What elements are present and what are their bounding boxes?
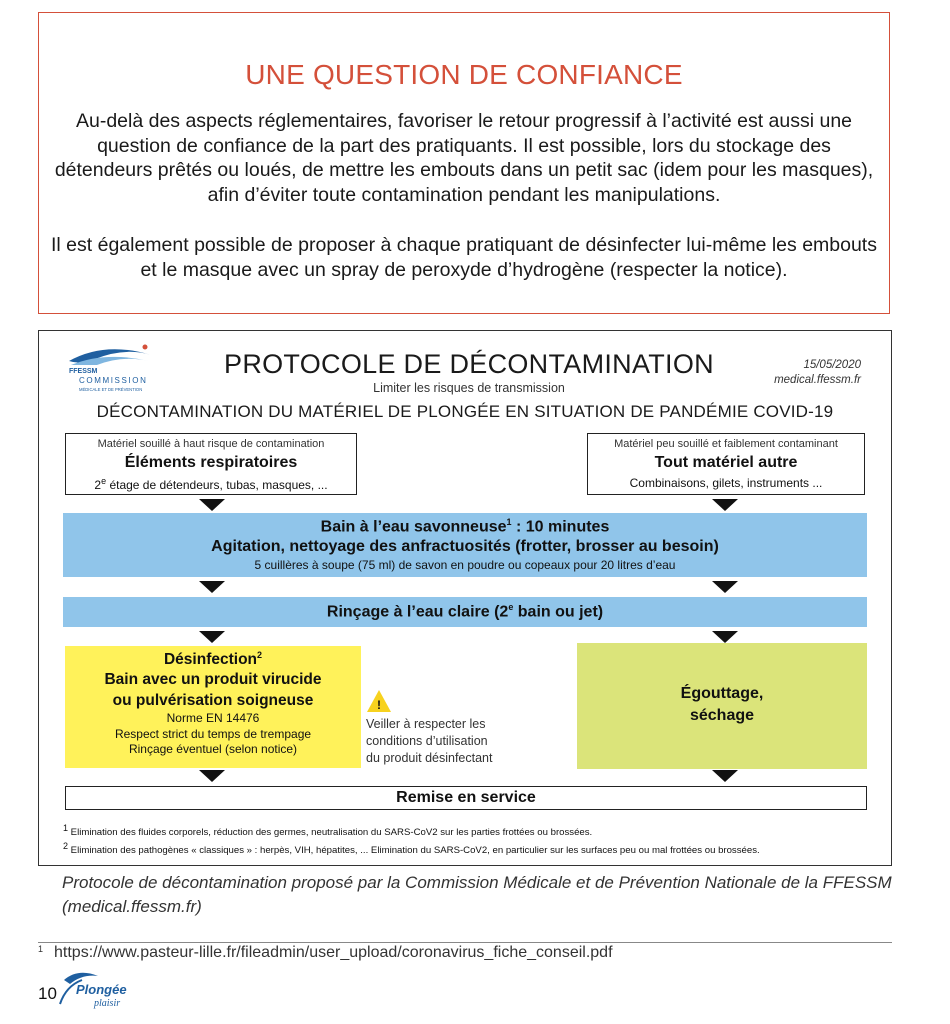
soap-bath-dosage: 5 cuillères à soupe (75 ml) de savon en poudre ou copeaux pour 20 litres d’eau xyxy=(254,558,676,573)
disinfection-spray: ou pulvérisation soigneuse xyxy=(112,692,314,710)
soap-bath-step xyxy=(63,513,867,577)
return-to-service-step: Remise en service xyxy=(65,786,867,810)
arrow-down-icon xyxy=(199,581,225,593)
disinfection-step xyxy=(65,646,361,768)
arrow-down-icon xyxy=(199,499,225,511)
arrow-down-icon xyxy=(199,631,225,643)
ffessm-commission-logo xyxy=(65,339,161,397)
disinfection-time: Respect strict du temps de trempage xyxy=(114,726,312,741)
category-respiratory-title: Éléments respiratoires xyxy=(124,454,298,471)
disinfection-bath: Bain avec un produit virucide xyxy=(104,671,322,689)
category-other-risk: Matériel peu souillé et faiblement contaminant xyxy=(614,438,838,450)
arrow-down-icon xyxy=(712,499,738,511)
category-respiratory xyxy=(65,433,357,495)
protocol-footnote-1: $^1$ Elimination des fluides corporels, réduction des germes, neutralisation du SARS-CoV2 sur les parties frottées ou brossées. xyxy=(63,823,593,839)
logo-brand-line1: Plongée xyxy=(76,982,127,997)
footnote-divider xyxy=(38,942,892,943)
drying-text xyxy=(577,683,867,727)
logo-brand-line2: plaisir xyxy=(94,998,121,1009)
protocol-subtitle: Limiter les risques de transmission xyxy=(373,381,565,395)
warning-text xyxy=(366,716,566,767)
confidence-box xyxy=(38,12,890,314)
warning-icon xyxy=(366,689,392,713)
page-number: 10 xyxy=(38,984,57,1003)
protocol-date: 15/05/2020 xyxy=(803,359,861,371)
warning-line-2: conditions d’utilisation xyxy=(366,734,488,748)
rinse-step xyxy=(63,597,867,627)
category-other-list: Combinaisons, gilets, instruments ... xyxy=(629,476,823,490)
drying-line-1: Égouttage, xyxy=(680,685,764,702)
protocol-title: PROTOCOLE DE DÉCONTAMINATION xyxy=(224,349,714,379)
logo-line1-text: COMMISSION xyxy=(79,376,148,385)
arrow-down-icon xyxy=(712,631,738,643)
figure-caption: Protocole de décontamination proposé par la Commission Médicale et de Prévention Nationale de la FFESSM (medical.ffessm.fr) xyxy=(62,873,892,916)
category-respiratory-list: 2e étage de détendeurs, tubas, masques, ... xyxy=(94,476,328,492)
protocol-footnote-2: $^2$ Elimination des pathogènes « classiques » : herpès, VIH, hépatites, ... Elimination du SARS-CoV2, en particulier sur les surfaces peu ou mal frottées ou brossées. xyxy=(63,841,760,857)
warning-icon-symbol: ! xyxy=(377,698,381,712)
confidence-title: UNE QUESTION DE CONFIANCE xyxy=(245,59,683,90)
disinfection-norm: Norme EN 14476 xyxy=(166,711,260,726)
soap-bath-title: Bain à l’eau savonneuse$^1$ : 10 minutes xyxy=(320,517,610,536)
drying-step xyxy=(577,643,867,769)
disinfection-title: Désinfection$^2$ xyxy=(163,650,263,669)
plongee-plaisir-logo xyxy=(58,968,138,1014)
category-other-title: Tout matériel autre xyxy=(654,454,798,471)
category-respiratory-risk: Matériel souillé à haut risque de contamination xyxy=(97,438,325,450)
protocol-site: medical.ffessm.fr xyxy=(774,374,861,386)
confidence-paragraph-2: Il est également possible de proposer à chaque pratiquant de désinfecter lui-même les embouts et le masque avec un spray de peroxyde d’hydrogène (respecter la notice). xyxy=(51,234,877,281)
logo-org-text: FFESSM xyxy=(69,368,98,375)
arrow-down-icon xyxy=(712,770,738,782)
protocol-figure xyxy=(38,330,892,866)
disinfection-rinse: Rinçage éventuel (selon notice) xyxy=(128,742,298,757)
protocol-heading: DÉCONTAMINATION DU MATÉRIEL DE PLONGÉE EN SITUATION DE PANDÉMIE COVID-19 xyxy=(96,402,834,421)
warning-line-1: Veiller à respecter les xyxy=(366,717,486,731)
footnote-number: 1 xyxy=(38,944,44,954)
category-other xyxy=(587,433,865,495)
drying-line-2: séchage xyxy=(689,707,755,724)
warning-line-3: du produit désinfectant xyxy=(366,751,493,765)
logo-line2-text: MÉDICALE ET DE PRÉVENTION xyxy=(79,387,143,392)
confidence-paragraph-1: Au-delà des aspects réglementaires, favoriser le retour progressif à l’activité est aussi une question de confiance de la part des pratiquants. Il est possible, lors du stockage des détendeurs prêtés ou loués, de mettre les embouts dans un petit sac (idem pour les masques), afin d’éviter toute contamination pendant les manipulations. xyxy=(54,110,874,206)
arrow-down-icon xyxy=(199,770,225,782)
footnote-link[interactable]: https://www.pasteur-lille.fr/fileadmin/user_upload/coronavirus_fiche_conseil.pdf xyxy=(54,944,613,961)
soap-bath-agitation: Agitation, nettoyage des anfractuosités (frotter, brosser au besoin) xyxy=(211,538,719,556)
rinse-title: Rinçage à l’eau claire (2e bain ou jet) xyxy=(326,602,604,621)
arrow-down-icon xyxy=(712,581,738,593)
